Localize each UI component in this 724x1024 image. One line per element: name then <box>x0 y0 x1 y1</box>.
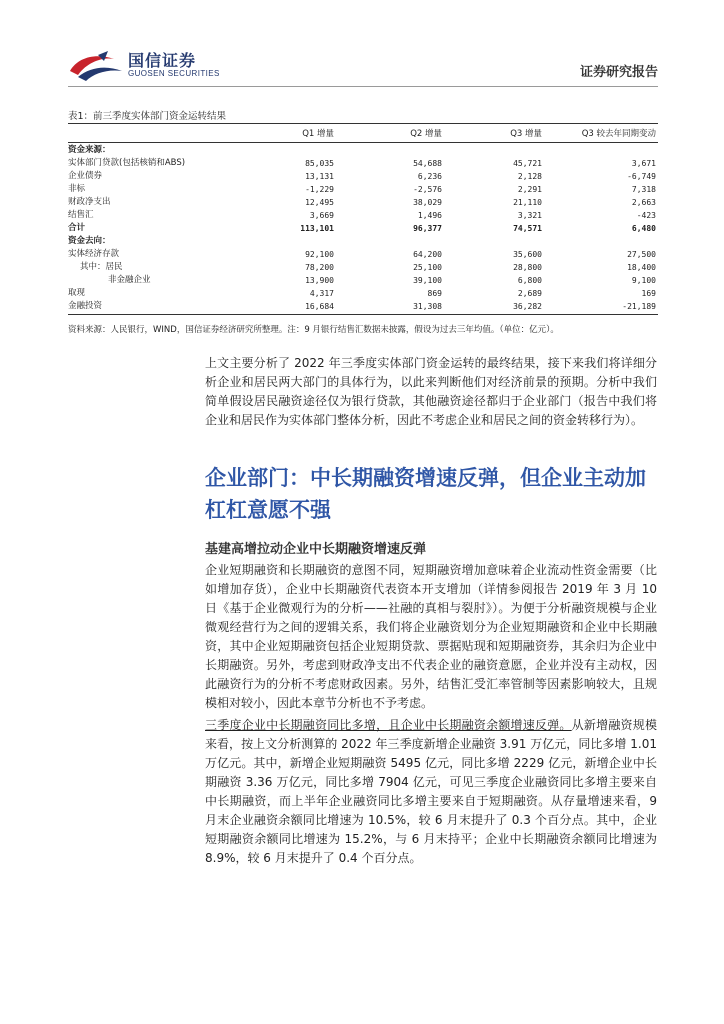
paragraph-rest: 从新增融资规模来看，按上文分析测算的 2022 年三季度新增企业融资 3.91 万亿元，同比多增 1.01 万亿元。其中，新增企业短期融资 5495 亿元，同比多增 2229 亿元，新增企业中长期融资 3.36 万亿元，同比多增 7904 亿元，可见三季度企业融资同比多增主要来自中长期融资，而上半年企业融资同比多增主要来自于短期融资。从存量增速来看，9 月末企业融资余额同比增速为 10.5%，较 6 月末提升了 0.3 个百分点。其中，企业短期融资余额同比增速为 15.2%，与 6 月末持平；企业中长期融资余额同比增速为 8.9%，较 6 月末提升了 0.4 个百分点。 <box>205 718 657 865</box>
table-row-total <box>68 222 658 235</box>
table-cell: 3,671 <box>631 159 656 168</box>
table-row <box>68 209 658 222</box>
brand-name-en: GUOSEN SECURITIES <box>128 69 220 78</box>
row-label: 企业债券 <box>68 171 103 181</box>
table-cell: 6,480 <box>631 224 656 233</box>
report-type-label: 证券研究报告 <box>579 65 658 80</box>
table-cell: 25,100 <box>413 263 442 272</box>
table-row <box>68 196 658 209</box>
brand-name-cn: 国信证券 <box>128 51 197 70</box>
table-cell: 85,035 <box>305 159 334 168</box>
row-label: 非金融企业 <box>108 275 151 285</box>
table-header-cell: Q2 增量 <box>410 129 442 139</box>
row-label: 财政净支出 <box>68 197 111 207</box>
table-cell: 13,131 <box>305 172 334 181</box>
table-row <box>68 287 658 300</box>
table-header-cell: Q1 增量 <box>302 129 334 139</box>
row-label: 取现 <box>68 288 86 298</box>
row-label: 资金去向： <box>68 236 111 246</box>
paragraph-lead-underlined: 三季度企业中长期融资同比多增，且企业中长期融资余额增速反弹。 <box>205 718 572 732</box>
table-cell: 12,495 <box>305 198 334 207</box>
table-cell: -1,229 <box>305 185 334 194</box>
table-cell: 39,100 <box>413 276 442 285</box>
table-row <box>68 248 658 261</box>
table-cell: 113,101 <box>300 224 334 233</box>
table-cell: 74,571 <box>513 224 542 233</box>
body-paragraph-3 <box>205 716 657 868</box>
row-label: 结售汇 <box>68 210 94 220</box>
table-cell: 18,400 <box>627 263 656 272</box>
table-row <box>68 183 658 196</box>
table-title: 表1：前三季度实体部门资金运转结果 <box>68 111 227 122</box>
table-header-row <box>68 128 658 141</box>
row-label: 非标 <box>68 184 86 194</box>
table-row <box>68 157 658 170</box>
table-cell: 31,308 <box>413 302 442 311</box>
table-cell: 35,600 <box>513 250 542 259</box>
table-cell: 64,200 <box>413 250 442 259</box>
table-cell: 2,689 <box>517 289 542 298</box>
table-top-rule <box>68 123 658 124</box>
section-title: 企业部门：中长期融资增速反弹，但企业主动加杠杠意愿不强 <box>205 466 646 522</box>
table-row <box>68 261 658 274</box>
table-cell: 96,377 <box>413 224 442 233</box>
table-cell: 13,900 <box>305 276 334 285</box>
table-cell: 9,100 <box>631 276 656 285</box>
table-header-cell: Q3 增量 <box>510 129 542 139</box>
table-cell: 21,110 <box>513 198 542 207</box>
table-cell: 7,318 <box>631 185 656 194</box>
table-cell: 27,500 <box>627 250 656 259</box>
header-divider <box>68 86 658 87</box>
table-cell: 2,663 <box>631 198 656 207</box>
table-source-note: 资料来源：人民银行，WIND，国信证券经济研究所整理。注：9 月银行结售汇数据未披露，假设为过去三年均值。（单位：亿元）。 <box>68 325 559 335</box>
table-cell: 4,317 <box>309 289 334 298</box>
row-label: 合计 <box>68 223 86 233</box>
row-label: 资金来源： <box>68 145 111 155</box>
table-row <box>68 300 658 313</box>
page-header <box>68 45 658 85</box>
table-cell: -423 <box>636 211 656 220</box>
table-cell: 36,282 <box>513 302 542 311</box>
table-cell: 1,496 <box>417 211 442 220</box>
table-cell: -21,189 <box>622 302 656 311</box>
row-label: 实体经济存款 <box>68 249 120 259</box>
table-cell: 169 <box>641 289 656 298</box>
table-row <box>68 170 658 183</box>
table-cell: 38,029 <box>413 198 442 207</box>
table-cell: 869 <box>427 289 442 298</box>
table-cell: -2,576 <box>413 185 442 194</box>
table-cell: 92,100 <box>305 250 334 259</box>
table-cell: -6,749 <box>627 172 656 181</box>
table-row <box>68 274 658 287</box>
table-cell: 6,236 <box>417 172 442 181</box>
table-header-rule <box>68 142 658 143</box>
table-cell: 78,200 <box>305 263 334 272</box>
table-bottom-rule <box>68 314 658 315</box>
table-cell: 16,684 <box>305 302 334 311</box>
table-cell: 2,128 <box>517 172 542 181</box>
table-cell: 2,291 <box>517 185 542 194</box>
row-label: 其中：居民 <box>80 262 123 272</box>
body-paragraph-1: 上文主要分析了 2022 年三季度实体部门资金运转的最终结果，接下来我们将详细分析企业和居民两大部门的具体行为，以此来判断他们对经济前景的预期。分析中我们简单假设居民融资途径仅为银行贷款，其他融资途径都归于企业部门（报告中我们将企业和居民作为实体部门整体分析，因此不考虑企业和居民之间的资金转移行为）。 <box>205 356 657 427</box>
row-label: 实体部门贷款(包括核销和ABS) <box>68 158 186 168</box>
table-header-cell: Q3 较去年同期变动 <box>581 129 656 139</box>
row-label: 金融投资 <box>68 301 103 311</box>
table-cell: 3,669 <box>309 211 334 220</box>
table-cell: 45,721 <box>513 159 542 168</box>
table-cell: 3,321 <box>517 211 542 220</box>
table-cell: 28,800 <box>513 263 542 272</box>
subsection-title: 基建高增拉动企业中长期融资增速反弹 <box>205 542 427 557</box>
table-cell: 54,688 <box>413 159 442 168</box>
body-paragraph-2: 企业短期融资和长期融资的意图不同，短期融资增加意味着企业流动性资金需要（比如增加存货），企业中长期融资代表资本开支增加（详情参阅报告 2019 年 3 月 10 日《基于企业微观行为的分析——社融的真相与裂肘》）。为便于分析融资规模与企业微观经营行为之间的逻辑关系，我们将企业融资划分为企业短期融资和企业中长期融资，其中企业短期融资包括企业短期贷款、票据贴现和短期融资券，其余归为企业中长期融资。另外，考虑到财政净支出不代表企业的融资意愿，企业并没有主动权，因此融资行为的分析不考虑财政因素。另外，结售汇受汇率管制等因素影响较大，且规模相对较小，因此本章节分析也不予考虑。 <box>205 563 657 710</box>
table-cell: 6,800 <box>517 276 542 285</box>
table-row <box>68 235 658 248</box>
table-row <box>68 144 658 157</box>
